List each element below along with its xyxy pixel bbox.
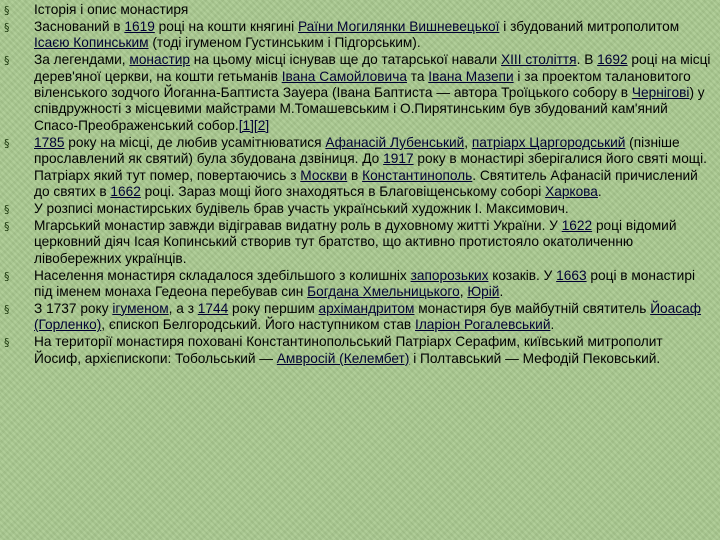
body-text: Мгарський монастир завжди відігравав видатну роль в духовному житті України. У [34, 217, 562, 233]
hyperlink[interactable]: Амвросій (Келембет) [276, 350, 410, 366]
hyperlink[interactable]: Іларіон Рогалевський [415, 317, 551, 333]
body-text: ) у співдружності з місцевими майстрами М.Томашевським і О.Пирятинським був збудований кам'яний Спасо-Преображенський собор. [34, 85, 705, 133]
body-text: році в монастирі під іменем монаха Гедеона перебував син [34, 267, 695, 299]
bullet-item [4, 268, 712, 301]
body-text: , а з [168, 300, 198, 316]
hyperlink[interactable]: Богдана Хмельницького [307, 283, 460, 299]
bullet-item [4, 218, 712, 267]
body-text: . [550, 317, 555, 333]
body-text: З 1737 року [34, 300, 113, 316]
body-text: козаків. У [488, 267, 557, 283]
bullet-marker-icon: § [4, 136, 10, 150]
bullet-marker-icon: § [4, 20, 10, 34]
body-text: року на місці, де любив усамітнюватися [64, 134, 326, 150]
body-text: . [597, 183, 602, 199]
bullet-marker-icon: § [4, 336, 10, 350]
hyperlink[interactable]: 1663 [556, 267, 587, 283]
body-text: і за проектом талановитого віленського зодчого Йоганна-Баптиста Зауера (Івана Баптиста — автора Троїцького собору в [34, 68, 691, 101]
body-text: Історія і опис монастиря [34, 2, 189, 17]
body-text: і Полтавський — Мефодій Пековський. [409, 350, 661, 366]
hyperlink[interactable]: Константинополь [362, 167, 473, 183]
body-text: році відомий церковний діяч Ісая Копинський створив тут братство, що активно протистояло окатоличенню лівобережних українців. [34, 217, 677, 266]
bullet-item [4, 2, 712, 18]
body-text: . В [576, 52, 598, 68]
hyperlink[interactable]: 1619 [124, 18, 155, 34]
bullet-marker-icon: § [4, 269, 10, 283]
bullet-item [4, 201, 712, 217]
hyperlink[interactable]: 1917 [383, 151, 414, 167]
hyperlink[interactable]: Івана Самойловича [281, 68, 407, 84]
body-text: (тоді ігуменом Густинським і Підгорським). [148, 35, 421, 51]
body-text: . [499, 283, 504, 299]
hyperlink[interactable]: 1744 [197, 300, 229, 316]
bullet-marker-icon: § [4, 54, 10, 68]
bullet-marker-icon: § [4, 202, 10, 216]
bullet-marker-icon: § [4, 4, 10, 17]
bullet-item [4, 19, 712, 52]
body-text: , [459, 283, 468, 299]
hyperlink[interactable]: 1785 [34, 134, 65, 150]
hyperlink[interactable]: Москви [300, 167, 348, 183]
body-text: року першим [228, 300, 319, 316]
body-text: (пізніше прославлений як святий) була збудована дзвіниця. До [34, 134, 680, 167]
body-text: та [406, 68, 429, 84]
body-text: в [347, 167, 363, 183]
body-text: , єпископ Белгородський. Його наступником став [101, 317, 416, 333]
hyperlink[interactable]: Афанасій Лубенський [325, 134, 465, 150]
hyperlink[interactable]: архімандритом [318, 300, 415, 316]
body-text: , [464, 134, 472, 150]
bullet-item [4, 301, 712, 334]
bullet-marker-icon: § [4, 219, 10, 233]
bullet-item [4, 135, 712, 201]
body-text: монастиря був майбутній святитель [414, 300, 651, 316]
body-text: Заснований в [34, 18, 125, 34]
body-text: на цьому місці існував ще до татарської навали [189, 52, 501, 68]
hyperlink[interactable]: монастир [129, 52, 190, 68]
body-text: і збудований митрополитом [499, 18, 680, 34]
hyperlink[interactable]: [1] [238, 117, 254, 133]
bullet-item [4, 52, 712, 134]
hyperlink[interactable]: 1622 [561, 217, 593, 233]
hyperlink[interactable]: запорозьких [410, 267, 489, 283]
hyperlink[interactable]: Раїни Могилянки Вишневецької [297, 18, 500, 34]
hyperlink[interactable]: Харкова [545, 183, 598, 199]
body-text: На території монастиря поховані Константинопольський Патріарх Серафим, київський митрополит Йосиф, архієпископи: Тобольський — [34, 334, 663, 366]
body-text: році на місці дерев'яної церкви, на кошти гетьманів [34, 52, 711, 84]
body-text: . Святитель Афанасій причислений до святих в [34, 167, 698, 199]
body-text: За легендами, [34, 52, 130, 68]
hyperlink[interactable]: [2] [253, 117, 270, 133]
hyperlink[interactable]: Чернігові [631, 85, 690, 101]
hyperlink[interactable]: 1692 [597, 52, 628, 68]
hyperlink[interactable]: Ісаєю Копинським [34, 35, 149, 51]
hyperlink[interactable]: Йоасаф (Горленко) [34, 300, 701, 333]
body-text: році на кошти княгині [154, 18, 298, 34]
hyperlink[interactable]: ігуменом [112, 300, 169, 316]
hyperlink[interactable]: Юрій [467, 283, 500, 299]
bullet-item [4, 334, 712, 367]
body-text: році. Зараз мощі його знаходяться в Благовіщенському соборі [140, 183, 546, 199]
hyperlink[interactable]: XIII століття [501, 52, 577, 68]
hyperlink[interactable]: Івана Мазепи [428, 68, 514, 84]
body-text: року в монастирі зберігалися його святі мощі. Патріарх який тут помер, повертаючись з [34, 151, 707, 183]
body-text: Населення монастиря складалося здебільшого з колишніх [34, 267, 411, 283]
bullet-marker-icon: § [4, 302, 10, 316]
body-text: У розписі монастирських будівель брав участь український художник І. Максимович. [34, 200, 569, 216]
hyperlink[interactable]: 1662 [110, 183, 141, 199]
hyperlink[interactable]: патріарх Царгородський [471, 134, 626, 150]
